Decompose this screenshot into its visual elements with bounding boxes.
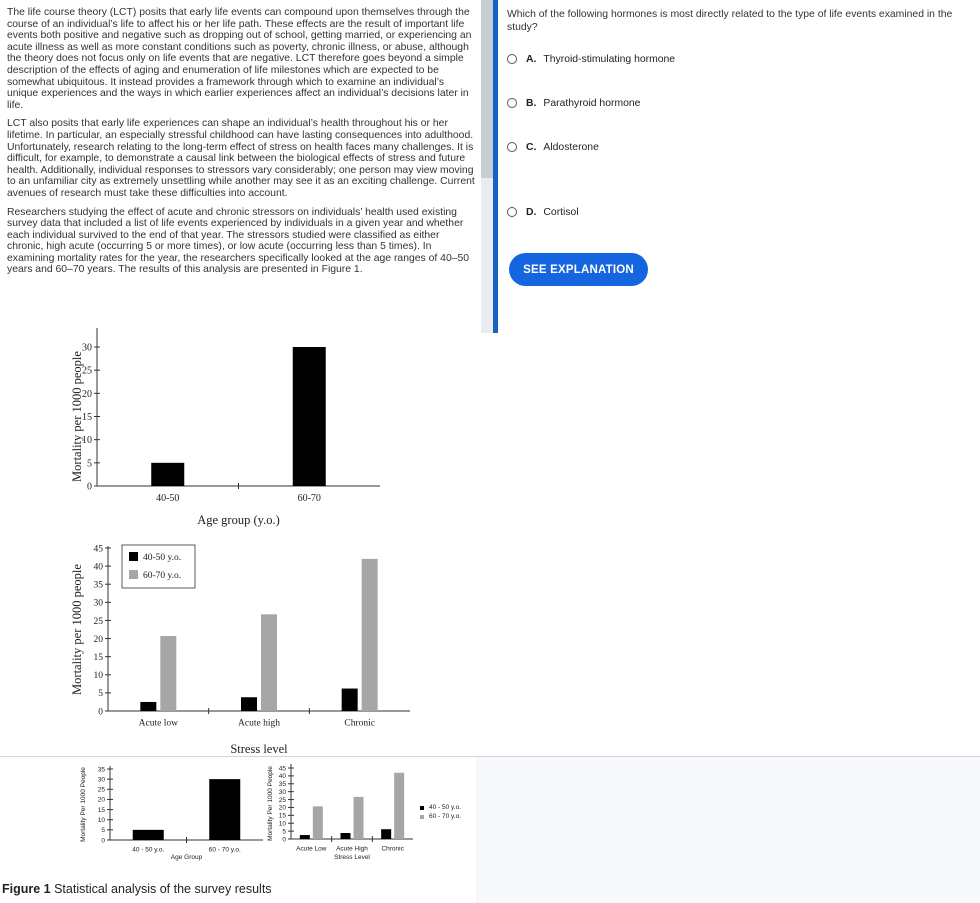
y-tick-label: 0 xyxy=(98,707,103,718)
y-tick-label: 35 xyxy=(93,580,103,591)
y-axis-label: Mortality Per 1000 People xyxy=(80,767,87,842)
bar xyxy=(209,779,240,840)
y-tick-label: 35 xyxy=(278,781,286,789)
x-tick-label: Acute high xyxy=(238,718,280,729)
question-stem: Which of the following hormones is most directly related to the type of life events examined in the study? xyxy=(507,9,953,33)
figure-caption-label: Figure 1 xyxy=(2,882,51,896)
y-tick-label: 10 xyxy=(93,671,103,682)
see-explanation-button[interactable]: SEE EXPLANATION xyxy=(509,253,648,286)
legend-swatch xyxy=(129,570,138,579)
y-tick-label: 25 xyxy=(93,616,103,627)
bar xyxy=(342,689,358,711)
x-tick-label: Acute High xyxy=(336,845,368,853)
bar xyxy=(381,829,391,839)
legend-label: 60 - 70 y.o. xyxy=(429,813,462,820)
figure-caption-text: Statistical analysis of the survey results xyxy=(50,882,272,896)
bar xyxy=(341,833,351,839)
legend-label: 40-50 y.o. xyxy=(143,553,182,563)
choice-letter: C. xyxy=(526,141,537,153)
y-tick-label: 15 xyxy=(97,806,105,814)
choice-a[interactable] xyxy=(507,51,675,67)
y-tick-label: 15 xyxy=(278,812,286,820)
question-pane xyxy=(500,0,980,330)
choice-text: Parathyroid hormone xyxy=(543,97,641,109)
x-tick-label: Chronic xyxy=(344,718,375,729)
choice-letter: D. xyxy=(526,206,537,218)
bar xyxy=(293,347,326,486)
pane-divider xyxy=(493,0,498,333)
choice-text: Aldosterone xyxy=(543,141,599,153)
empty-panel-background xyxy=(476,756,980,903)
legend-swatch xyxy=(129,552,138,561)
y-tick-label: 10 xyxy=(278,820,286,828)
y-tick-label: 40 xyxy=(93,562,103,573)
choice-d[interactable] xyxy=(507,204,579,220)
x-tick-label: 60 - 70 y.o. xyxy=(208,846,241,854)
y-tick-label: 30 xyxy=(93,598,103,609)
chart-stress-level xyxy=(55,538,415,756)
legend-swatch xyxy=(420,806,424,810)
bar xyxy=(241,697,257,711)
y-tick-label: 25 xyxy=(278,796,286,804)
x-tick-label: 40-50 xyxy=(156,493,180,504)
y-tick-label: 35 xyxy=(97,766,105,774)
y-tick-label: 5 xyxy=(282,828,286,836)
bar xyxy=(151,463,184,486)
bar xyxy=(313,806,323,839)
x-axis-label: Age Group xyxy=(170,854,203,861)
y-axis-label: Mortality per 1000 people xyxy=(70,351,84,482)
y-tick-label: 30 xyxy=(82,342,92,354)
choice-text: Thyroid-stimulating hormone xyxy=(543,53,676,65)
y-tick-label: 0 xyxy=(282,836,286,844)
y-axis-label: Mortality per 1000 people xyxy=(70,564,84,695)
passage-scrollbar-thumb[interactable] xyxy=(481,0,493,178)
passage-paragraph-1: The life course theory (LCT) posits that early life events can compound upon themselves through the course of an individual’s life to affect his or her life path. These effects are the result of important life events both positive and negative such as dropping out of school, getting married, or experiencing an acute illness as well as more constant conditions such as poverty, chronic illness, or abuse, although the theory does not focus only on life events that are negative. LCT therefore goes beyond a simple description of the effects of aging and enumeration of life milestones which are expected to be somewhat ubiquitous. It instead provides a framework through which to examine an individual’s unique experiences and the ways in which earlier experiences affect an individual’s decisions later in life. xyxy=(7,7,472,111)
passage-paragraph-3: Researchers studying the effect of acute and chronic stressors on individuals’ health used existing survey data that included a list of life events experienced by individuals in a given year and whether each individual survived to the end of that year. The stressors studied were classified as either chronic, high acute (occurring 5 or more times), or low acute (occurring less than 5 times). In examining mortality rates for the year, the researchers specifically looked at the age ranges of 40–50 years and 60–70 years. The results of this analysis are presented in Figure 1. xyxy=(7,206,470,276)
chart-stress-level-small xyxy=(263,760,478,864)
y-axis-label: Mortality Per 1000 People xyxy=(267,766,274,841)
y-tick-label: 20 xyxy=(82,388,92,400)
passage-paragraph-2: LCT also posits that early life experiences can shape an individual’s health throughout his or her lifetime. In particular, an especially stressful childhood can have lasting consequences into adulthood. Unfortunately, research relating to the long-term effect of stress on health faces many challenges. It is difficult, for example, to demonstrate a causal link between the biological effects of stress and future health. Additionally, individual responses to stressors vary considerably; one person may view moving to an unfamiliar city as extremely unsettling while another may see it as an exciting challenge. Current avenues of research must take these difficulties into account. xyxy=(7,118,475,199)
x-tick-label: 60-70 xyxy=(297,493,321,504)
y-tick-label: 30 xyxy=(278,788,286,796)
y-tick-label: 40 xyxy=(278,773,286,781)
x-axis-label: Age group (y.o.) xyxy=(197,513,280,527)
y-tick-label: 25 xyxy=(97,786,105,794)
bar xyxy=(140,702,156,711)
bar xyxy=(300,835,310,839)
y-tick-label: 5 xyxy=(101,827,105,835)
x-tick-label: 40 - 50 y.o. xyxy=(132,846,165,854)
choice-b[interactable] xyxy=(507,95,640,111)
y-tick-label: 20 xyxy=(97,796,105,804)
y-tick-label: 45 xyxy=(278,765,286,773)
choice-letter: A. xyxy=(526,53,537,65)
legend-label: 40 - 50 y.o. xyxy=(429,804,462,811)
choice-text: Cortisol xyxy=(543,206,579,218)
choice-letter: B. xyxy=(526,97,537,109)
passage-text xyxy=(7,7,475,283)
y-tick-label: 20 xyxy=(278,804,286,812)
y-tick-label: 30 xyxy=(97,776,105,784)
y-tick-label: 10 xyxy=(97,816,105,824)
x-tick-label: Chronic xyxy=(381,845,404,853)
radio-icon[interactable] xyxy=(507,142,517,152)
radio-icon[interactable] xyxy=(507,98,517,108)
legend-box xyxy=(122,545,195,588)
radio-icon[interactable] xyxy=(507,207,517,217)
choice-c[interactable] xyxy=(507,139,599,155)
x-axis-label: Stress level xyxy=(230,742,288,756)
y-tick-label: 5 xyxy=(87,458,92,470)
y-tick-label: 0 xyxy=(87,481,92,493)
bar xyxy=(133,830,164,840)
legend-swatch xyxy=(420,815,424,819)
bar xyxy=(354,797,364,839)
chart-age-group-small xyxy=(76,762,266,864)
x-tick-label: Acute low xyxy=(138,718,178,729)
chart-age-group xyxy=(55,323,385,533)
legend-label: 60-70 y.o. xyxy=(143,571,182,581)
y-tick-label: 0 xyxy=(101,837,105,845)
y-tick-label: 15 xyxy=(82,412,92,423)
y-tick-label: 15 xyxy=(93,652,103,663)
y-tick-label: 45 xyxy=(93,544,103,555)
y-tick-label: 20 xyxy=(93,634,103,645)
y-tick-label: 25 xyxy=(82,365,92,377)
x-axis-label: Stress Level xyxy=(334,854,370,861)
bar xyxy=(394,773,404,839)
y-tick-label: 5 xyxy=(98,689,103,700)
x-tick-label: Acute Low xyxy=(296,845,327,853)
bar xyxy=(160,636,176,711)
bar xyxy=(362,559,378,711)
bar xyxy=(261,614,277,711)
y-tick-label: 10 xyxy=(82,435,92,447)
figure-caption xyxy=(2,882,272,896)
radio-icon[interactable] xyxy=(507,54,517,64)
